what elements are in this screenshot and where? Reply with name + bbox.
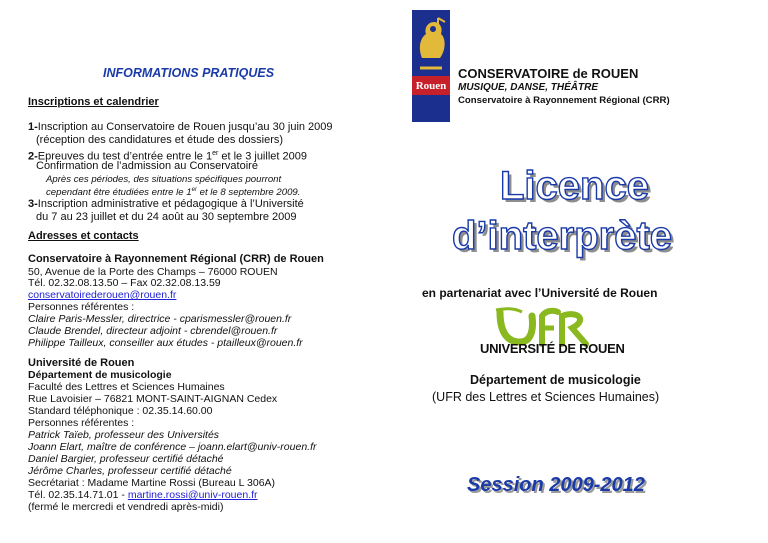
step-3: 3-Inscription administrative et pédagogique à l’Université	[28, 198, 304, 210]
crr-name: Conservatoire à Rayonnement Régional (CRR) de Rouen	[28, 253, 324, 265]
step-1: 1-Inscription au Conservatoire de Rouen jusqu’au 30 juin 2009	[28, 121, 333, 133]
univ-address: Rue Lavoisier – 76821 MONT-SAINT-AIGNAN Cedex	[28, 393, 278, 405]
step-3-sub: du 7 au 23 juillet et du 24 août au 30 septembre 2009	[36, 211, 297, 223]
univ-closed-note: (fermé le mercredi et vendredi après-midi)	[28, 501, 224, 513]
univ-ref-1: Patrick Taïeb, professeur des Universités	[28, 429, 220, 441]
univ-ref-3: Daniel Bargier, professeur certifié détaché	[28, 453, 224, 465]
conservatoire-name: CONSERVATOIRE de ROUEN	[458, 66, 639, 81]
step-2-sub: Confirmation de l’admission au Conservatoire	[36, 160, 258, 172]
univ-phone: Standard téléphonique : 02.35.14.60.00	[28, 405, 213, 417]
crr-ref-2: Claude Brendel, directeur adjoint - cbrendel@rouen.fr	[28, 325, 278, 337]
univ-ref-4: Jérôme Charles, professeur certifié détaché	[28, 465, 232, 477]
contacts-title: Adresses et contacts	[28, 230, 139, 242]
ufr-logo-text: UFR	[492, 306, 495, 307]
univ-secretary: Secrétariat : Madame Martine Rossi (Bureau L 306A)	[28, 477, 276, 489]
univ-refs-label: Personnes référentes :	[28, 417, 135, 429]
step-2: 2-Epreuves du test d’entrée entre le 1er et le 3 juillet 2009	[28, 150, 307, 163]
univ-dept: Département de musicologie	[28, 369, 172, 381]
department-title: Département de musicologie	[470, 373, 641, 387]
lamb-icon	[412, 10, 450, 76]
step-1-sub: (réception des candidatures et étude des dossiers)	[36, 134, 284, 146]
logo-rouen-word: Rouen	[415, 80, 447, 92]
univ-faculty: Faculté des Lettres et Sciences Humaines	[28, 381, 225, 393]
univ-secretary-phone: Tél. 02.35.14.71.01 - martine.rossi@univ-rouen.fr	[28, 489, 258, 501]
session-title: Session 2009-2012	[467, 474, 645, 496]
partner-line: en partenariat avec l’Université de Rouen	[422, 286, 658, 300]
univ-ref-2: Joann Elart, maître de conférence – joann.elart@univ-rouen.fr	[28, 441, 317, 453]
step-2-note-2: cependant être étudiées entre le 1er et le 8 septembre 2009.	[46, 187, 301, 199]
crr-ref-3: Philippe Tailleux, conseiller aux études - ptailleux@rouen.fr	[28, 337, 303, 349]
university-logo-name: UNIVERSITÉ DE ROUEN	[480, 341, 625, 356]
title-line-1: Licence	[500, 164, 649, 208]
crr-phone: Tél. 02.32.08.13.50 – Fax 02.32.08.13.59	[28, 277, 221, 289]
step-2-note-1: Après ces périodes, des situations spécifiques pourront	[46, 174, 282, 185]
inscriptions-title: Inscriptions et calendrier	[28, 96, 159, 108]
conservatoire-logo	[412, 10, 450, 122]
crr-email-link[interactable]: conservatoirederouen@rouen.fr	[28, 289, 177, 301]
secretary-email-link[interactable]: martine.rossi@univ-rouen.fr	[127, 489, 258, 501]
univ-name: Université de Rouen	[28, 357, 135, 369]
conservatoire-subtitle-2: Conservatoire à Rayonnement Régional (CRR)	[458, 95, 670, 106]
crr-address: 50, Avenue de la Porte des Champs – 76000 ROUEN	[28, 266, 278, 278]
conservatoire-subtitle: MUSIQUE, DANSE, THÉÂTRE	[458, 82, 599, 93]
title-line-2: d’interprète	[452, 214, 673, 258]
department-subtitle: (UFR des Lettres et Sciences Humaines)	[432, 390, 660, 404]
info-heading: INFORMATIONS PRATIQUES	[103, 66, 275, 80]
crr-refs-label: Personnes référentes :	[28, 301, 135, 313]
crr-ref-1: Claire Paris-Messler, directrice - cparismessler@rouen.fr	[28, 313, 292, 325]
